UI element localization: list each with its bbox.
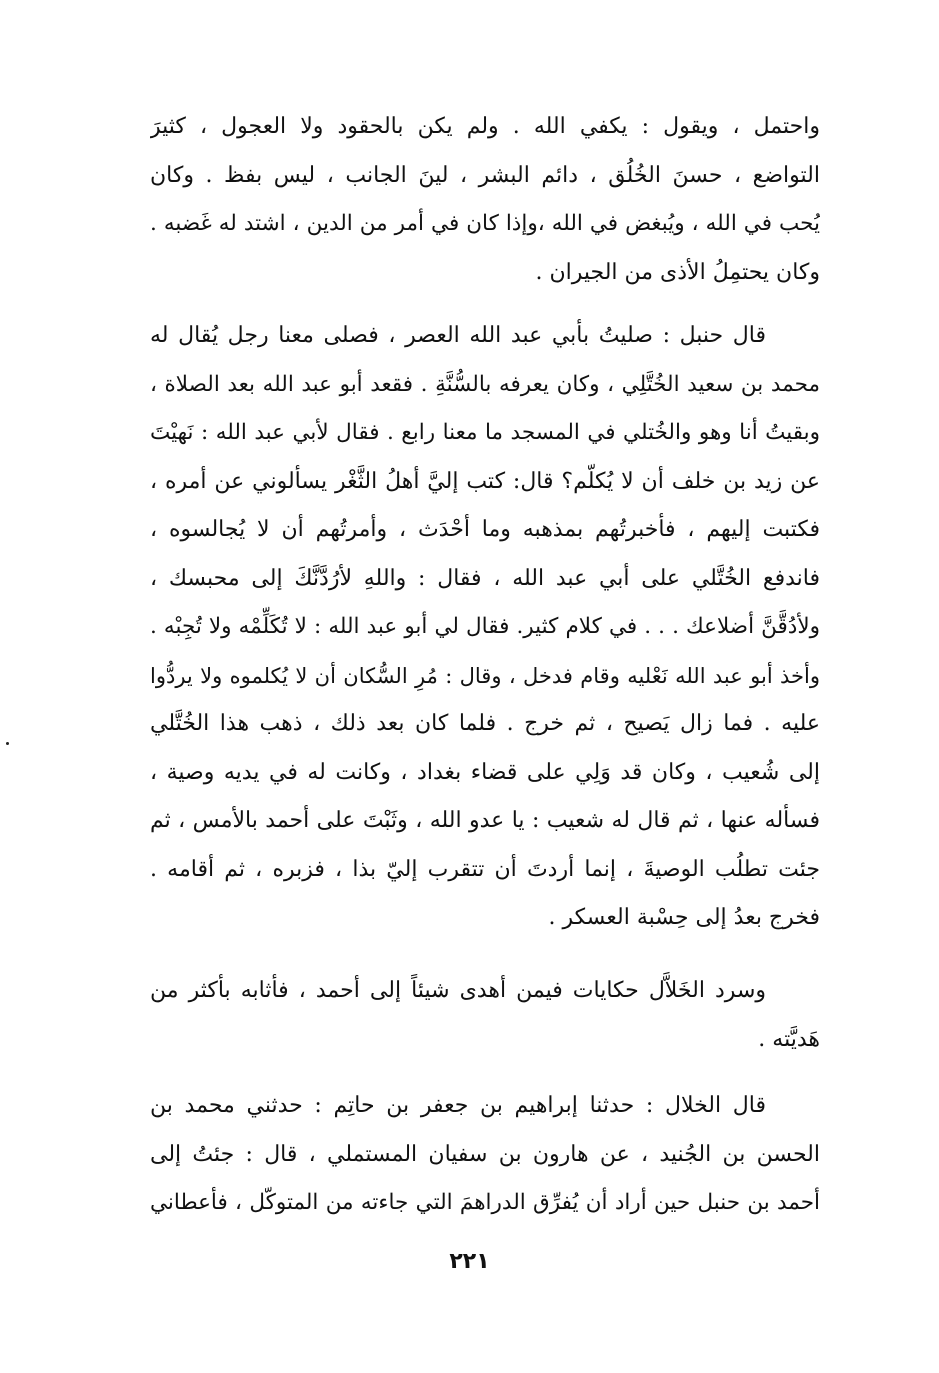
text-line: فاندفع الخُتَّلي على أبي عبد الله ، فقال : واللهِ لأرُدَّنَّكَ إلى محبسك ، [150,565,820,591]
text-line: ولأدُقَّنَّ أضلاعك . . . في كلام كثير. فقال لي أبو عبد الله : لا تُكَلِّمْه ولا تُجِبْه . [150,614,820,639]
text-line: واحتمل ، ويقول : يكفي الله . ولم يكن بالحقود ولا العجول ، كثيرَ [150,114,820,139]
text-line: الحسن بن الجُنيد ، عن هارون بن سفيان المستملي ، قال : جئتُ إلى [150,1141,820,1167]
text-line: فكتبت إليهم ، فأخبرتُهم بمذهبه وما أحْدَث ، وأمرتُهم أن لا يُجالسوه ، [150,517,820,542]
text-line: قال الخلال : حدثنا إبراهيم بن جعفر بن حاتِم : حدثني محمد بن [150,1093,766,1118]
paragraph-1 [150,103,820,297]
text-line: عليه . فما زال يَصيح ، ثم خرج . فلما كان بعد ذلك ، ذهب هذا الخُتَّلي [150,711,820,736]
text-line: وكان يحتمِلُ الأذى من الجيران . [535,259,820,285]
text-line: محمد بن سعيد الخُتَّلِي ، وكان يعرفه بالسُّنَّةِ . فقعد أبو عبد الله بعد الصلاة ، [150,371,820,397]
text-line: عن زيد بن خلف أن لا يُكلّم؟ قال: كتب إليَّ أهلُ الثَّغْر يسألوني عن أمره ، [150,468,820,494]
text-line: وبقيتُ أنا وهو والخُتلي في المسجد ما معنا رابع . فقال لأبي عبد الله : نَهيْتَ [150,420,820,445]
text-line: قال حنبل : صليتُ بأبي عبد الله العصر ، فصلى معنا رجل يُقال له [150,323,766,348]
paragraph-4 [150,1082,820,1228]
text-line: هَديَّته . [758,1026,820,1052]
paragraph-3 [150,967,820,1064]
paragraph-2 [150,312,820,943]
text-line: إلى شُعيب ، وكان قد وَلِي على قضاء بغداد ، وكانت له في يديه وصية ، [150,759,820,785]
text-line: وسرد الخَلاَّل حكايات فيمن أهدى شيئاً إلى أحمد ، فأثابه بأكثر من [150,978,766,1003]
text-line: يُحب في الله ، ويُبغض في الله ،وإذا كان في أمر من الدين ، اشتد له غَضبه . [150,211,820,236]
text-line: فخرج بعدُ إلى حِسْبة العسكر . [548,905,820,930]
scan-speck [6,742,9,745]
text-line: جئت تطلُب الوصيةَ ، إنما أردتَ أن تتقرب إليّ بذا ، فزبره ، ثم أقامه . [150,856,820,882]
text-line: وأخذ أبو عبد الله نَعْليه وقام فدخل ، وقال : مُرِ السُّكان أن لا يُكلموه ولا يردُّوا [150,663,820,688]
text-line: أحمد بن حنبل حين أراد أن يُفرِّق الدراهمَ التي جاءته من المتوكّل ، فأعطاني [150,1190,820,1215]
text-line: فسأله عنها ، ثم قال له شعيب : يا عدو الله ، وثَبْتَ على أحمد بالأمس ، ثم [150,808,820,833]
text-line: التواضع ، حسنَ الخُلُق ، دائم البشر ، لينَ الجانب ، ليس بفظ . وكان [150,162,820,188]
page-number: ٢٢١ [449,1249,490,1274]
